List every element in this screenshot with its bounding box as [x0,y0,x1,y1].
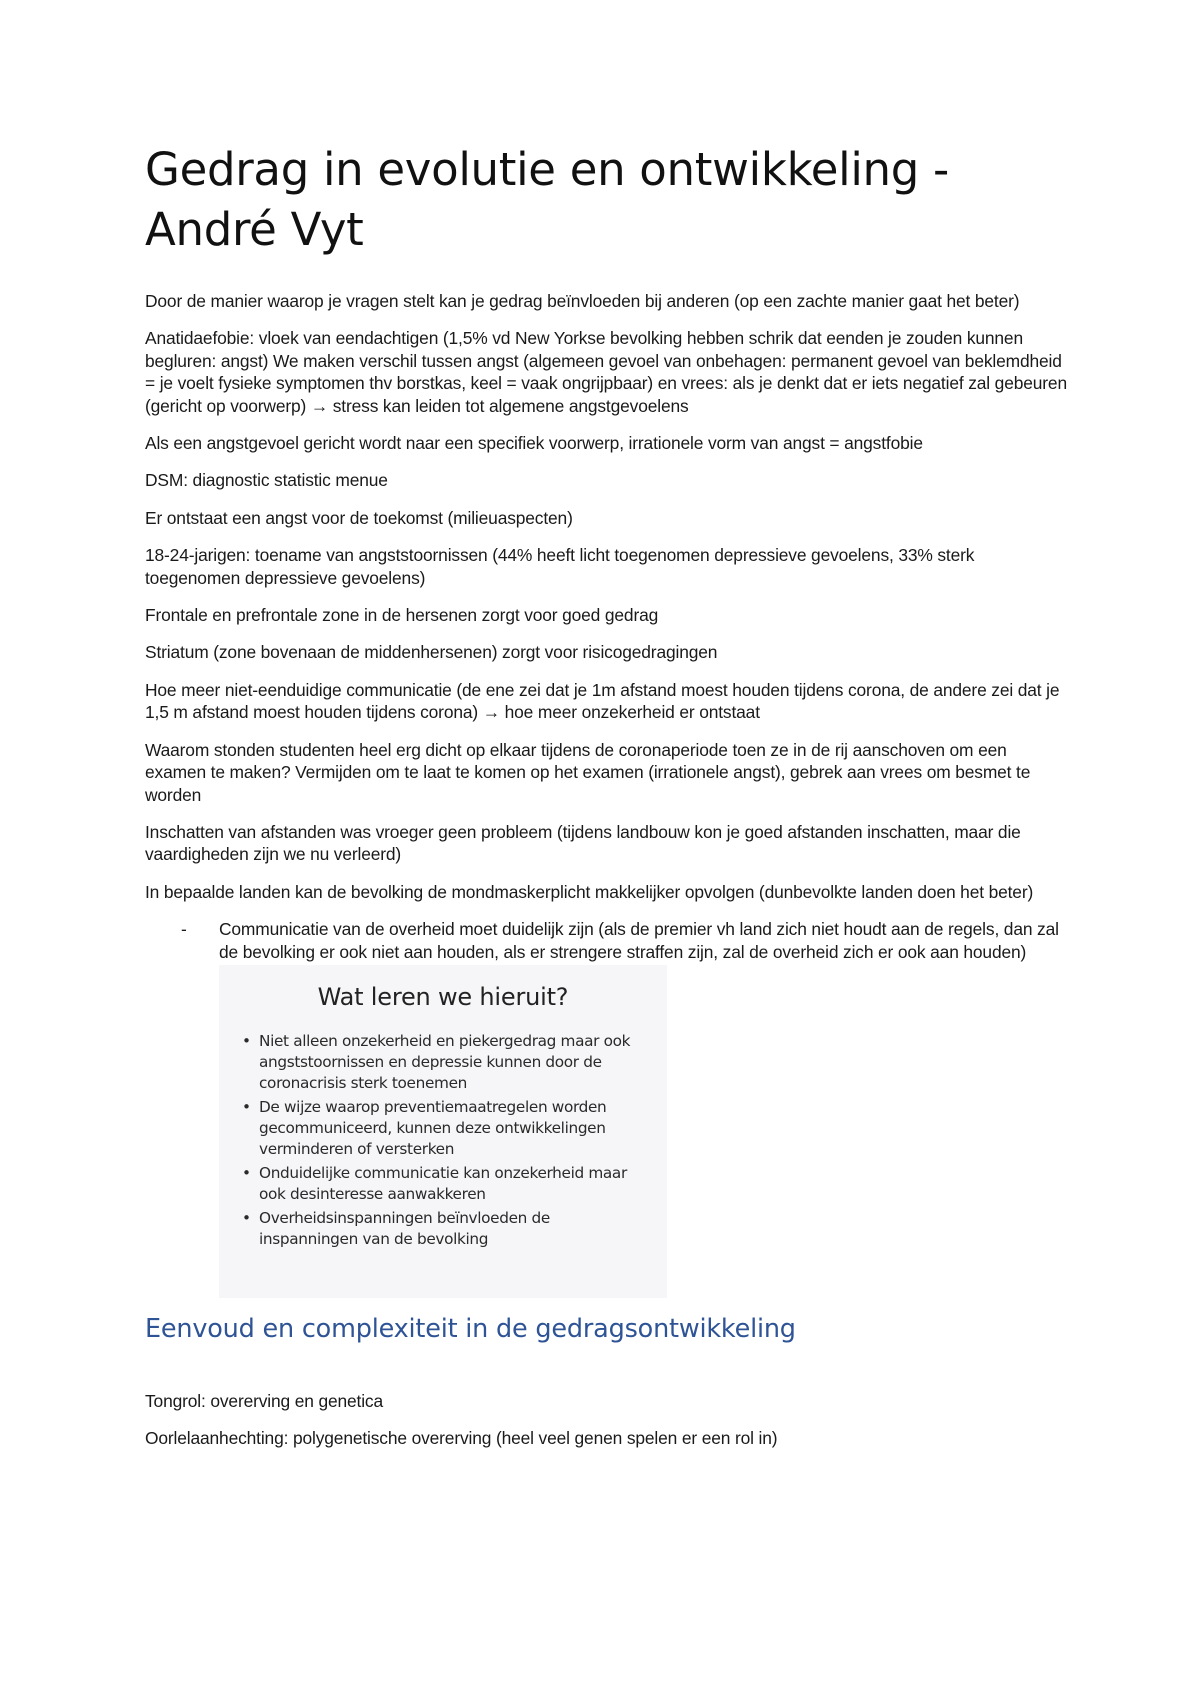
paragraph: Als een angstgevoel gericht wordt naar een specifiek voorwerp, irrationele vorm van angst = angstfobie [145,433,923,454]
paragraph: 18-24-jarigen: toename van angststoornissen (44% heeft licht toegenomen depressieve gevoelens, 33% sterk toegenomen depressieve gevoelens) [145,545,975,588]
paragraph: Frontale en prefrontale zone in de hersenen zorgt voor goed gedrag [145,605,659,626]
slide-bullet-item [242,1163,647,1205]
bullet-text: Communicatie van de overheid moet duidelijk zijn (als de premier vh land zich niet houdt aan de regels, dan zal de bevolking er ook niet aan houden, als er strengere straffen zijn, zal de overheid zich er ook aan houden) [219,919,1059,962]
paragraph: Anatidaefobie: vloek van eendachtigen (1,5% vd New Yorkse bevolking hebben schrik dat eenden je zouden kunnen begluren: angst) We maken verschil tussen angst (algemeen gevoel van onbehagen: permanent gevoel van beklemdheid = je voelt fysieke symptomen thv borstkas, keel = vaak ongrijpbaar) en vrees: als je denkt dat er iets negatief zal gebeuren (gericht op voorwerp) → stress kan leiden tot algemene angstgevoelens [145,328,1067,416]
slide-bullet-text: De wijze waarop preventiemaatregelen worden gecommuniceerd, kunnen deze ontwikkelingen verminderen of versterken [259,1097,607,1158]
paragraph: Striatum (zone bovenaan de middenhersenen) zorgt voor risicogedragingen [145,642,718,663]
bullet-dot-icon: • [242,1163,251,1182]
bullet-list [145,918,1070,963]
paragraph: DSM: diagnostic statistic menue [145,470,388,491]
paragraph: Oorlelaanhechting: polygenetische overerving (heel veel genen spelen er een rol in) [145,1428,778,1449]
paragraph: Er ontstaat een angst voor de toekomst (milieuaspecten) [145,507,573,528]
slide-bullet-text: Onduidelijke communicatie kan onzekerheid maar ook desinteresse aanwakkeren [259,1163,627,1203]
document-title: Gedrag in evolutie en ontwikkeling - André Vyt [145,143,949,256]
bullet-dot-icon: • [242,1097,251,1116]
slide-bullet-item [242,1208,647,1250]
slide-bullet-item [242,1097,647,1160]
slide-bullet-text: Niet alleen onzekerheid en piekergedrag maar ook angststoornissen en depressie kunnen door de coronacrisis sterk toenemen [259,1031,631,1092]
bullet-item [145,918,1070,963]
document-page [145,140,1070,1465]
paragraph: Tongrol: overerving en genetica [145,1390,384,1411]
paragraph: Inschatten van afstanden was vroeger geen probleem (tijdens landbouw kon je goed afstanden inschatten, maar die vaardigheden zijn we nu verleerd) [145,821,1021,865]
slide-bullet-text: Overheidsinspanningen beïnvloeden de inspanningen van de bevolking [259,1208,550,1248]
bullet-dot-icon: • [242,1208,251,1227]
section-heading: Eenvoud en complexiteit in de gedragsontwikkeling [145,1313,796,1344]
paragraph: Door de manier waarop je vragen stelt kan je gedrag beïnvloeden bij anderen (op een zachte manier gaat het beter) [145,291,1020,311]
bullet-dot-icon: • [242,1031,251,1050]
slide-bullet-list [219,1031,667,1250]
paragraph: In bepaalde landen kan de bevolking de mondmaskerplicht makkelijker opvolgen (dunbevolkte landen doen het beter) [145,881,1034,902]
dash-bullet-icon: - [181,919,187,940]
slide-bullet-item [242,1031,647,1094]
paragraph: Hoe meer niet-eenduidige communicatie (de ene zei dat je 1m afstand moest houden tijdens corona, de andere zei dat je 1,5 m afstand moest houden tijdens corona) → hoe meer onzekerheid er ontstaat [145,679,1060,723]
paragraph: Waarom stonden studenten heel erg dicht op elkaar tijdens de coronaperiode toen ze in de rij aanschoven om een examen te maken? Vermijden om te laat te komen op het examen (irrationele angst), gebrek aan vrees om besmet te worden [145,739,1031,805]
slide-image [219,965,667,1298]
slide-title: Wat leren we hieruit? [317,982,569,1011]
